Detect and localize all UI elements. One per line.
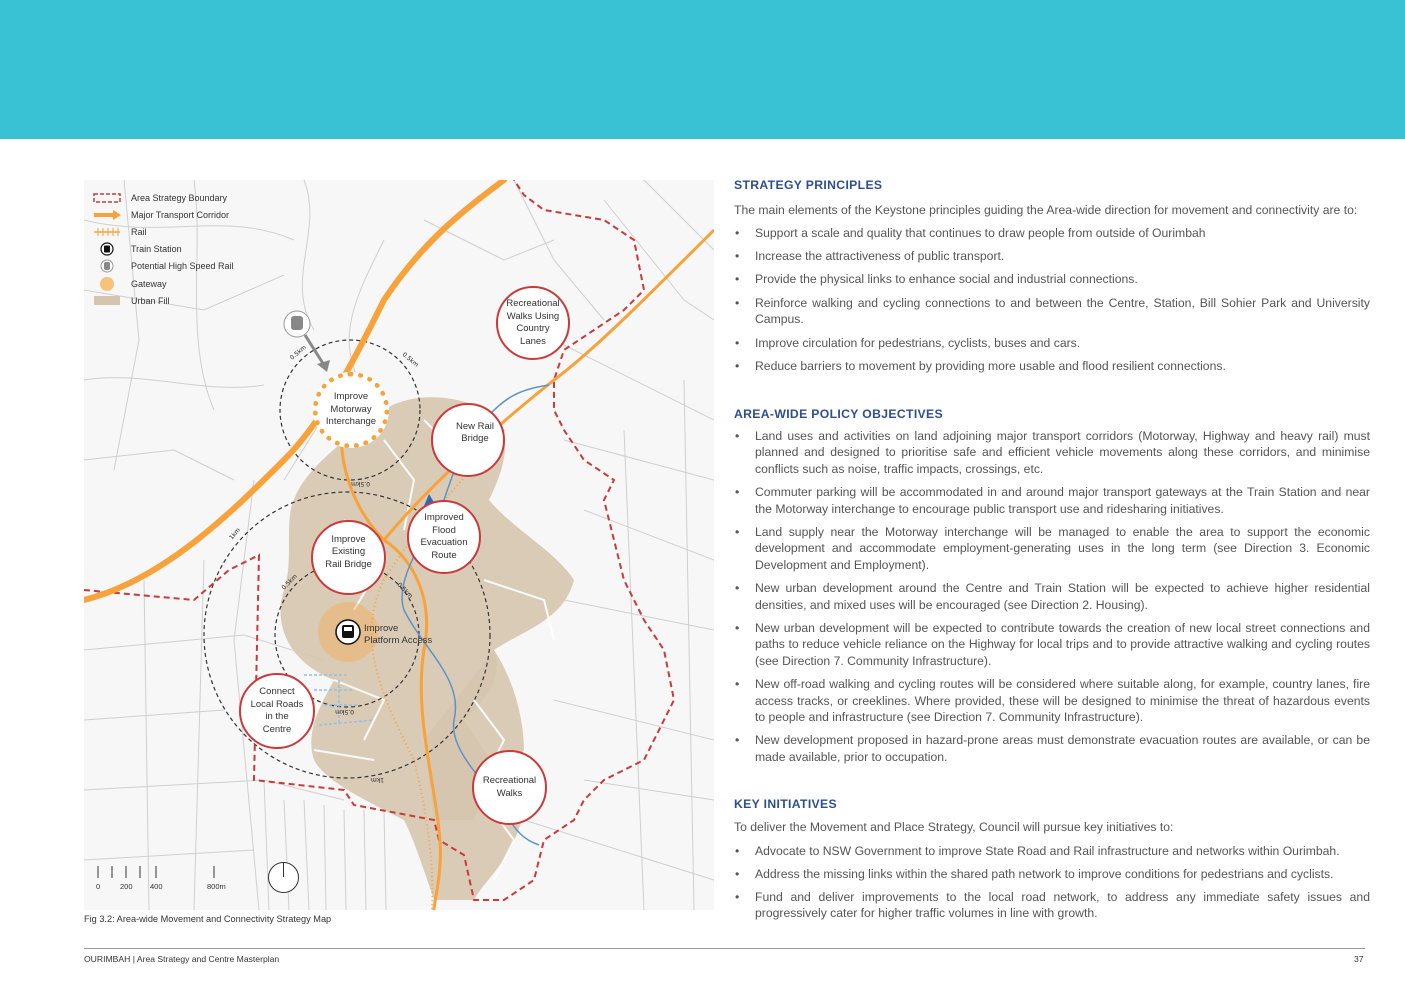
callout-platform-access: Improve Platform Access	[364, 623, 433, 646]
initiatives-intro: To deliver the Movement and Place Strategy, Council will pursue key initiatives to:	[734, 820, 1174, 835]
callout-recreational-country-lanes: Recreational Walks Using Country Lanes	[496, 286, 570, 360]
legend-item: Rail	[92, 223, 234, 240]
callout-recreational-walks: Recreational Walks	[472, 750, 547, 825]
list-item: • Reinforce walking and cycling connections to and between the Centre, Station, Bill Sohier Park and University Campus.	[734, 295, 1370, 328]
svg-text:0.5km: 0.5km	[335, 708, 354, 715]
rail-track-icon	[93, 227, 121, 237]
svg-text:0.5km: 0.5km	[395, 581, 414, 600]
dashed-red-line-icon	[93, 193, 121, 203]
list-item: • Fund and deliver improvements to the local road network, to address any immediate safety issues and progressively cater for higher traffic volumes in line with growth.	[734, 889, 1370, 922]
north-arrow-icon	[268, 862, 299, 893]
list-item: • New off-road walking and cycling routes will be considered where suitable along, for example, country lanes, fire access tracks, or creeklines. Where provided, these will be designed to minimise the threat of hazardous events to people and infrastructure (see Direction 7. Community Infrastructure).	[734, 676, 1370, 726]
list-item: • New urban development around the Centre and Train Station will be expected to achieve higher residential densities, and mixed uses will be encouraged (see Direction 2. Housing).	[734, 580, 1370, 613]
orange-arrow-icon	[93, 210, 121, 220]
map-legend	[92, 189, 234, 309]
high-speed-train-icon	[100, 259, 114, 273]
list-item: • New urban development will be expected to contribute towards the creation of new local street connections and paths to reduce vehicle reliance on the Highway for local trips and to provide attractive walking and cycling routes (see Direction 7. Community Infrastructure).	[734, 620, 1370, 670]
svg-text:0.5km: 0.5km	[288, 344, 308, 362]
list-item: • Provide the physical links to enhance social and industrial connections.	[734, 271, 1370, 288]
header-band	[0, 0, 1405, 139]
callout-existing-rail-bridge: Improve Existing Rail Bridge	[311, 520, 386, 595]
page-number: 37	[1354, 954, 1364, 964]
legend-item: Gateway	[92, 275, 234, 292]
figure-caption: Fig 3.2: Area-wide Movement and Connectivity Strategy Map	[84, 914, 332, 924]
callout-connect-local-roads: Connect Local Roads in the Centre	[239, 673, 315, 749]
objectives-list	[734, 428, 1370, 766]
principles-intro: The main elements of the Keystone principles guiding the Area-wide direction for movement and connectivity are to:	[734, 203, 1358, 217]
list-item: • Land supply near the Motorway interchange will be managed to enable the area to support the economic development and accommodate employment-generating uses in the long term (see Direction 3. Economic Development and Employment).	[734, 524, 1370, 574]
footer-divider	[84, 948, 1365, 949]
footer-title: OURIMBAH | Area Strategy and Centre Masterplan	[84, 954, 280, 964]
list-item: • Land uses and activities on land adjoining major transport corridors (Motorway, Highway and heavy rail) must planned and designed to prioritise safe and efficient vehicle movements along these corridors, and minimise conflicts such as noise, traffic impacts, crossings, etc.	[734, 428, 1370, 478]
scale-bar: 0 200 400 800m	[92, 862, 242, 894]
list-item: • Support a scale and quality that continues to draw people from outside of Ourimbah	[734, 225, 1370, 242]
legend-item: Urban Fill	[92, 292, 234, 309]
svg-text:0.5km: 0.5km	[351, 480, 370, 487]
high-speed-train-icon	[291, 316, 303, 330]
callout-new-rail-bridge: New Rail Bridge	[431, 403, 505, 477]
principles-heading: STRATEGY PRINCIPLES	[734, 178, 883, 192]
svg-text:1km: 1km	[370, 776, 384, 783]
initiatives-list	[734, 843, 1370, 922]
train-icon	[100, 242, 114, 256]
list-item: • Increase the attractiveness of public transport.	[734, 248, 1370, 265]
principles-list	[734, 225, 1370, 375]
list-item: • Advocate to NSW Government to improve State Road and Rail infrastructure and networks within Ourimbah.	[734, 843, 1370, 860]
list-item: • Address the missing links within the shared path network to improve conditions for pedestrians and cyclists.	[734, 866, 1370, 883]
svg-text:0.5km: 0.5km	[280, 573, 299, 592]
tan-swatch-icon	[94, 296, 120, 305]
legend-item: Train Station	[92, 241, 234, 258]
initiatives-heading: KEY INITIATIVES	[734, 797, 837, 812]
callout-flood-evacuation-route: Improved Flood Evacuation Route	[407, 500, 481, 574]
list-item: • Reduce barriers to movement by providing more usable and flood resilient connections.	[734, 358, 1370, 375]
legend-item: Major Transport Corridor	[92, 206, 234, 223]
svg-text:0.5km: 0.5km	[400, 351, 420, 369]
legend-item: Area Strategy Boundary	[92, 189, 234, 206]
callout-motorway-interchange: Improve Motorway Interchange	[313, 372, 389, 448]
legend-item: Potential High Speed Rail	[92, 258, 234, 275]
list-item: • Improve circulation for pedestrians, cyclists, buses and cars.	[734, 335, 1370, 352]
objectives-heading: AREA-WIDE POLICY OBJECTIVES	[734, 406, 943, 421]
list-item: • New development proposed in hazard-prone areas must demonstrate evacuation routes are available, or can be made available, prior to occupation.	[734, 732, 1370, 765]
high-speed-rail-arrow	[305, 335, 324, 365]
text-column	[734, 178, 1370, 922]
svg-text:1km: 1km	[228, 526, 242, 542]
orange-dot-icon	[99, 276, 115, 292]
list-item: • Commuter parking will be accommodated in and around major transport gateways at the Train Station and near the Motorway interchange to encourage public transport use and ridesharing initiatives.	[734, 484, 1370, 517]
